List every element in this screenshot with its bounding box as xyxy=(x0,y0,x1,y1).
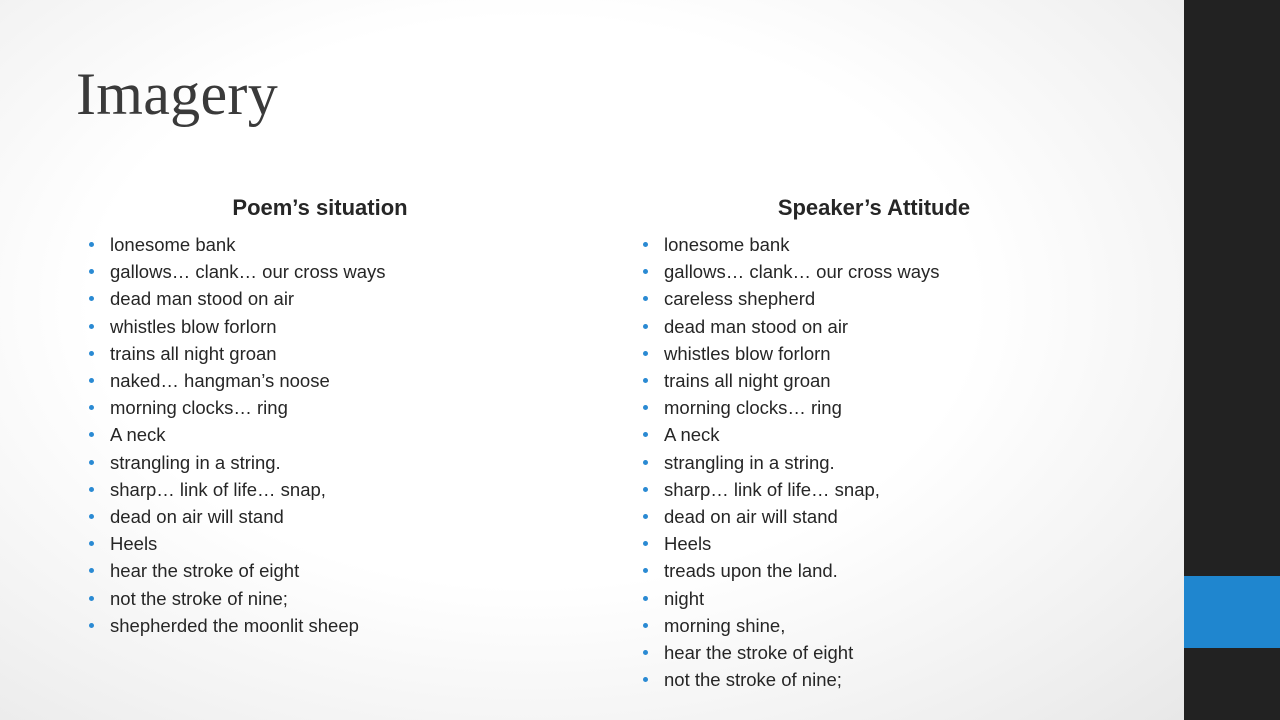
sidebar-accent-block xyxy=(1184,576,1280,648)
bullet-item: Heels xyxy=(640,530,1108,557)
bullet-item: shepherded the moonlit sheep xyxy=(86,612,554,639)
bullet-item: gallows… clank… our cross ways xyxy=(86,258,554,285)
bullet-item: gallows… clank… our cross ways xyxy=(640,258,1108,285)
bullet-item: dead man stood on air xyxy=(86,285,554,312)
right-column-header: Speaker’s Attitude xyxy=(777,195,971,220)
bullet-item: not the stroke of nine; xyxy=(86,585,554,612)
right-column xyxy=(640,193,1108,693)
bullet-item: dead man stood on air xyxy=(640,313,1108,340)
bullet-item: sharp… link of life… snap, xyxy=(640,476,1108,503)
bullet-item: night xyxy=(640,585,1108,612)
bullet-item: not the stroke of nine; xyxy=(640,666,1108,693)
bullet-item: lonesome bank xyxy=(640,231,1108,258)
bullet-item: morning shine, xyxy=(640,612,1108,639)
bullet-item: hear the stroke of eight xyxy=(86,557,554,584)
bullet-item: strangling in a string. xyxy=(86,449,554,476)
bullet-item: whistles blow forlorn xyxy=(86,313,554,340)
slide-title: Imagery xyxy=(76,61,278,127)
bullet-item: strangling in a string. xyxy=(640,449,1108,476)
bullet-item: sharp… link of life… snap, xyxy=(86,476,554,503)
left-bullet-list xyxy=(86,231,554,639)
bullet-item: A neck xyxy=(640,421,1108,448)
bullet-item: naked… hangman’s noose xyxy=(86,367,554,394)
left-column-header: Poem’s situation xyxy=(232,195,408,220)
bullet-item: morning clocks… ring xyxy=(86,394,554,421)
bullet-item: dead on air will stand xyxy=(640,503,1108,530)
left-column xyxy=(86,193,554,639)
bullet-item: hear the stroke of eight xyxy=(640,639,1108,666)
bullet-item: dead on air will stand xyxy=(86,503,554,530)
bullet-item: whistles blow forlorn xyxy=(640,340,1108,367)
bullet-item: careless shepherd xyxy=(640,285,1108,312)
bullet-item: Heels xyxy=(86,530,554,557)
bullet-item: trains all night groan xyxy=(86,340,554,367)
bullet-item: A neck xyxy=(86,421,554,448)
bullet-item: treads upon the land. xyxy=(640,557,1108,584)
right-bullet-list xyxy=(640,231,1108,693)
bullet-item: lonesome bank xyxy=(86,231,554,258)
bullet-item: morning clocks… ring xyxy=(640,394,1108,421)
bullet-item: trains all night groan xyxy=(640,367,1108,394)
